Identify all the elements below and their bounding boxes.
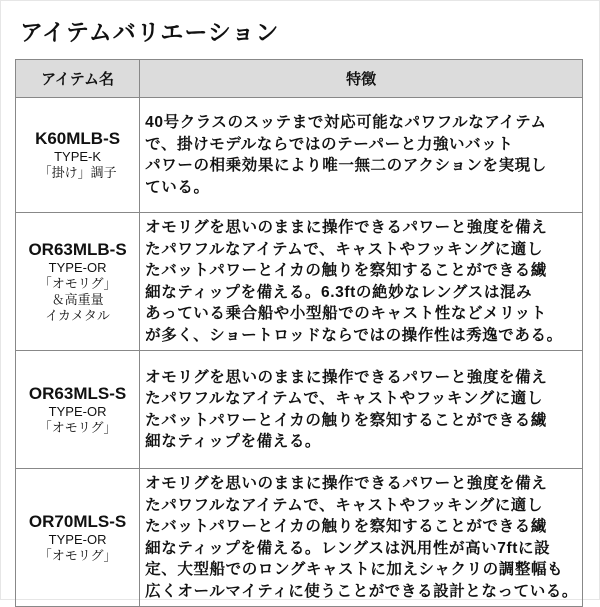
- feature-line: たバットパワーとイカの触りを察知することができる繊: [145, 518, 547, 535]
- feature-line: オモリグを思いのままに操作できるパワーと強度を備え: [145, 475, 548, 492]
- feature-line: で、掛けモデルならではのテーパーと力強いバット: [145, 135, 514, 153]
- feature-line: 広くオールマイティに使うことができる設計となっている。: [145, 582, 578, 600]
- item-variation-table: [15, 59, 583, 607]
- feature-line: が多く、ショートロッドならではの操作性は秀逸である。: [145, 326, 563, 344]
- feature-line: たバットパワーとイカの触りを察知することができる繊: [145, 262, 547, 279]
- feature-line: たパワフルなアイテムで、キャストやフッキングに適し: [145, 240, 544, 258]
- feature-line: たパワフルなアイテムで、キャストやフッキングに適し: [145, 390, 544, 407]
- model-subtitle: 「オモリグ」: [38, 547, 117, 563]
- model-subtitle: 「オモリグ」: [38, 275, 117, 291]
- feature-line: 細なティップを備える。レングスは汎用性が高い7ftに設: [145, 539, 551, 557]
- table-row: [16, 213, 583, 351]
- feature-cell: [140, 213, 583, 351]
- header-item-name: アイテム名: [16, 60, 140, 98]
- feature-cell: [140, 469, 583, 607]
- model-name: OR70MLS-S: [28, 511, 127, 531]
- table-header-row: [16, 60, 583, 98]
- model-subtitle: TYPE-OR: [48, 403, 107, 419]
- feature-line: オモリグを思いのままに操作できるパワーと強度を備え: [145, 368, 548, 386]
- model-subtitle: 「掛け」調子: [38, 165, 117, 180]
- model-name: OR63MLB-S: [28, 239, 127, 259]
- feature-line: 細なティップを備える。6.3ftの絶妙なレングスは混み: [145, 283, 533, 301]
- feature-cell: [140, 351, 583, 469]
- item-name-cell: [16, 98, 140, 213]
- model-subtitle: TYPE-K: [54, 149, 102, 164]
- model-subtitle: TYPE-OR: [48, 531, 107, 547]
- feature-line: ている。: [145, 178, 210, 196]
- header-features: 特徴: [140, 60, 583, 98]
- page-title: アイテムバリエーション: [20, 19, 280, 45]
- table-row: [16, 469, 583, 607]
- feature-line: たパワフルなアイテムで、キャストやフッキングに適し: [145, 496, 544, 514]
- feature-line: 定、大型船でのロングキャストに加えシャクリの調整幅も: [145, 561, 564, 578]
- feature-line: あっている乗合船や小型船でのキャスト性などメリット: [145, 305, 547, 322]
- feature-line: 細なティップを備える。: [145, 433, 322, 450]
- table-row: [16, 351, 583, 469]
- model-subtitle: TYPE-OR: [48, 259, 107, 275]
- item-name-cell: [16, 469, 140, 607]
- item-name-cell: [16, 213, 140, 351]
- feature-cell: [140, 98, 583, 213]
- model-subtitle: ＆高重量: [51, 291, 104, 307]
- feature-line: たバットパワーとイカの触りを察知することができる繊: [145, 411, 547, 429]
- model-subtitle: イカメタル: [45, 307, 110, 323]
- feature-line: オモリグを思いのままに操作できるパワーと強度を備え: [145, 219, 548, 236]
- model-subtitle: 「オモリグ」: [38, 419, 117, 435]
- feature-line: パワーの相乗効果により唯一無二のアクションを実現し: [145, 157, 547, 174]
- item-name-cell: [16, 351, 140, 469]
- table-row: [16, 98, 583, 213]
- model-name: K60MLB-S: [35, 129, 121, 148]
- feature-line: 40号クラスのスッテまで対応可能なパワフルなアイテム: [145, 114, 547, 131]
- model-name: OR63MLS-S: [28, 383, 127, 403]
